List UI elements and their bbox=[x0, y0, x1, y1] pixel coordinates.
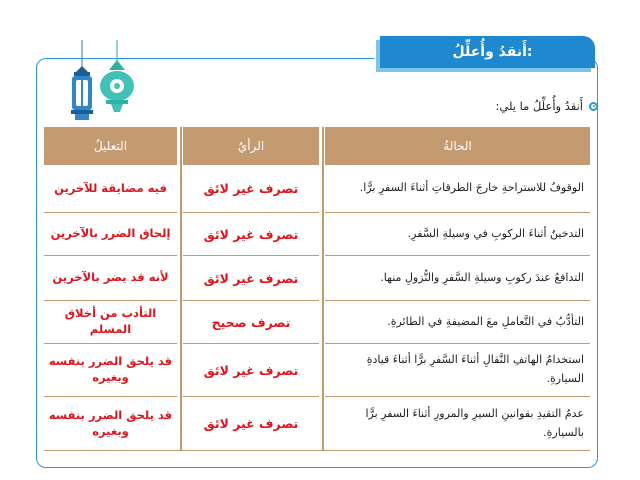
lantern-teal-icon bbox=[100, 40, 134, 112]
table-row-reason: إلحاق الضرر بالآخرين bbox=[44, 213, 177, 256]
table-row-reason: فيه مضايقة للآخرين bbox=[44, 165, 177, 213]
table-bottom-border bbox=[44, 450, 590, 451]
table-row-situation: التأدُّبُ في التَّعاملِ معَ المضيفةِ في الطائرةِ. bbox=[325, 301, 590, 344]
table-row-situation: التدافعُ عندَ ركوبِ وسيلةِ السَّفرِ والنُّزولِ منها. bbox=[325, 256, 590, 301]
table-row-reason: التأدب من أخلاق المسلم bbox=[44, 301, 177, 344]
lanterns-decoration bbox=[62, 40, 152, 130]
column-header-situation: الحالةُ bbox=[325, 127, 590, 165]
table-row-situation: الوقوفُ للاستراحةِ خارجَ الطرقاتِ أثناءَ السفرِ برًّا. bbox=[325, 165, 590, 213]
table-row-opinion: تصرف غير لائق bbox=[183, 256, 319, 301]
column-divider bbox=[322, 127, 324, 450]
table-row-reason: قد يلحق الضرر بنفسه وبغيره bbox=[44, 344, 177, 397]
instruction-text: أَنقدُ وأُعلِّلُ ما يلي: bbox=[495, 99, 583, 113]
table-row-opinion: تصرف غير لائق bbox=[183, 344, 319, 397]
instruction-line bbox=[496, 99, 598, 113]
lantern-blue-icon bbox=[71, 40, 93, 120]
table-row-situation: التدخينُ أثناءَ الركوبِ في وسيلةِ السَّفرِ. bbox=[325, 213, 590, 256]
table-row-situation: استخدامُ الهاتفِ النَّقالِ أثناءَ السَّفرِ برًّا أثناءَ قيادةِ السيارةِ. bbox=[325, 344, 590, 397]
table-row-situation: عدمُ التقيدِ بقوانينِ السيرِ والمرورِ أثناءَ السفرِ برًّا بالسيارةِ. bbox=[365, 406, 584, 439]
column-divider bbox=[180, 127, 182, 450]
table-row-opinion: تصرف غير لائق bbox=[183, 165, 319, 213]
bullet-ring-icon bbox=[589, 102, 598, 111]
section-title: أَنقدُ وأُعلِّلُ: bbox=[452, 44, 533, 60]
section-banner bbox=[380, 36, 595, 68]
table-row-reason: لأنه قد يضر بالآخرين bbox=[44, 256, 177, 301]
table-row-reason: قد يلحق الضرر بنفسه وبغيره bbox=[48, 407, 173, 438]
table-row-opinion: تصرف غير لائق bbox=[203, 416, 299, 431]
table-row-opinion: تصرف صحيح bbox=[183, 301, 319, 344]
column-header-reason: التعليلُ bbox=[44, 127, 177, 165]
column-header-opinion: الرأيُ bbox=[183, 127, 319, 165]
table-row-opinion: تصرف غير لائق bbox=[183, 213, 319, 256]
